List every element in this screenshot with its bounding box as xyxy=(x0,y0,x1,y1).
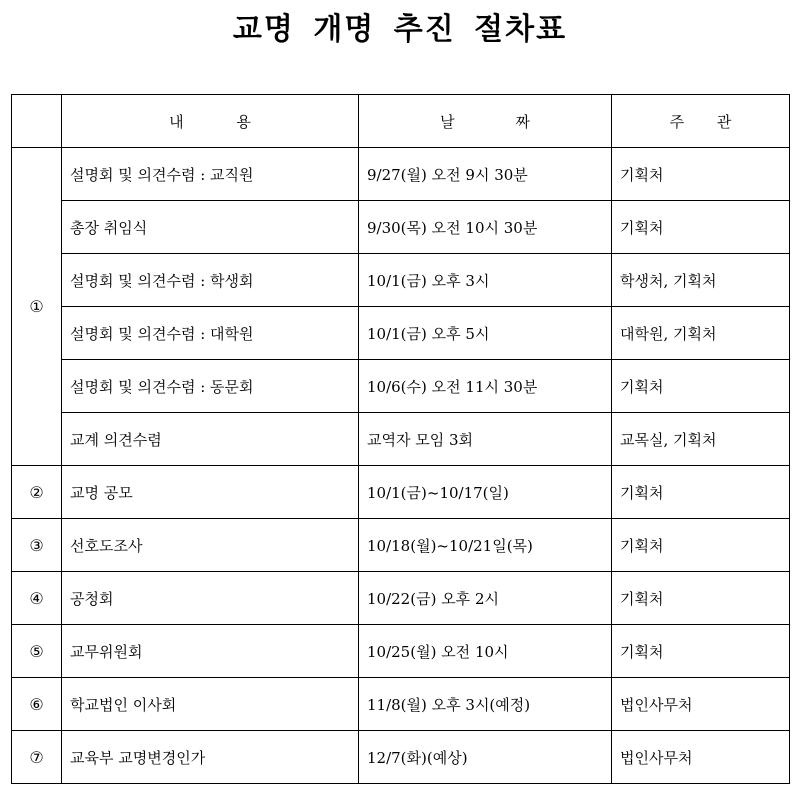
header-host: 주 관 xyxy=(612,95,790,148)
table-row xyxy=(12,466,790,519)
table-row xyxy=(12,413,790,466)
step-date-cell: 10/18(월)~10/21일(목) xyxy=(359,519,612,572)
step-host-cell: 기획처 xyxy=(612,519,790,572)
table-row xyxy=(12,625,790,678)
step-host-cell: 기획처 xyxy=(612,201,790,254)
table-row xyxy=(12,148,790,201)
step-date-cell: 교역자 모임 3회 xyxy=(359,413,612,466)
step-date-cell: 9/30(목) 오전 10시 30분 xyxy=(359,201,612,254)
step-date-cell: 10/1(금) 오후 5시 xyxy=(359,307,612,360)
header-num xyxy=(12,95,62,148)
step-host-cell: 대학원, 기획처 xyxy=(612,307,790,360)
step-host-cell: 법인사무처 xyxy=(612,731,790,784)
table-body xyxy=(12,148,790,784)
schedule-table xyxy=(11,94,790,784)
step-number: ⑤ xyxy=(12,625,62,678)
step-date-cell: 10/22(금) 오후 2시 xyxy=(359,572,612,625)
step-host-cell: 기획처 xyxy=(612,360,790,413)
step-number: ④ xyxy=(12,572,62,625)
step-host-cell: 기획처 xyxy=(612,572,790,625)
step-content-cell: 설명회 및 의견수렴 : 교직원 xyxy=(62,148,359,201)
step-content-cell: 교육부 교명변경인가 xyxy=(62,731,359,784)
table-row xyxy=(12,360,790,413)
step-date-cell: 9/27(월) 오전 9시 30분 xyxy=(359,148,612,201)
table-row xyxy=(12,572,790,625)
table-row xyxy=(12,678,790,731)
table-row xyxy=(12,519,790,572)
step-number: ② xyxy=(12,466,62,519)
table-row xyxy=(12,254,790,307)
step-content-cell: 설명회 및 의견수렴 : 동문회 xyxy=(62,360,359,413)
step-number: ⑥ xyxy=(12,678,62,731)
step-date-cell: 10/25(월) 오전 10시 xyxy=(359,625,612,678)
step-content-cell: 교명 공모 xyxy=(62,466,359,519)
step-content-cell: 설명회 및 의견수렴 : 대학원 xyxy=(62,307,359,360)
step-content-cell: 공청회 xyxy=(62,572,359,625)
step-date-cell: 10/1(금)~10/17(일) xyxy=(359,466,612,519)
header-content: 내 용 xyxy=(62,95,359,148)
step-date-cell: 12/7(화)(예상) xyxy=(359,731,612,784)
page-title: 교명 개명 추진 절차표 xyxy=(232,12,568,47)
table-row xyxy=(12,731,790,784)
step-date-cell: 10/6(수) 오전 11시 30분 xyxy=(359,360,612,413)
step-content-cell: 교계 의견수렴 xyxy=(62,413,359,466)
step-content-cell: 학교법인 이사회 xyxy=(62,678,359,731)
step-number: ⑦ xyxy=(12,731,62,784)
step-host-cell: 법인사무처 xyxy=(612,678,790,731)
step-date-cell: 10/1(금) 오후 3시 xyxy=(359,254,612,307)
step-host-cell: 기획처 xyxy=(612,466,790,519)
step-date-cell: 11/8(월) 오후 3시(예정) xyxy=(359,678,612,731)
table-header-row xyxy=(12,95,790,148)
step-host-cell: 교목실, 기획처 xyxy=(612,413,790,466)
step-content-cell: 교무위원회 xyxy=(62,625,359,678)
step-number: ① xyxy=(12,148,62,466)
step-content-cell: 총장 취임식 xyxy=(62,201,359,254)
step-content-cell: 선호도조사 xyxy=(62,519,359,572)
step-host-cell: 기획처 xyxy=(612,148,790,201)
step-number: ③ xyxy=(12,519,62,572)
step-host-cell: 학생처, 기획처 xyxy=(612,254,790,307)
table-row xyxy=(12,201,790,254)
step-content-cell: 설명회 및 의견수렴 : 학생회 xyxy=(62,254,359,307)
table-row xyxy=(12,307,790,360)
step-host-cell: 기획처 xyxy=(612,625,790,678)
header-date: 날 짜 xyxy=(359,95,612,148)
